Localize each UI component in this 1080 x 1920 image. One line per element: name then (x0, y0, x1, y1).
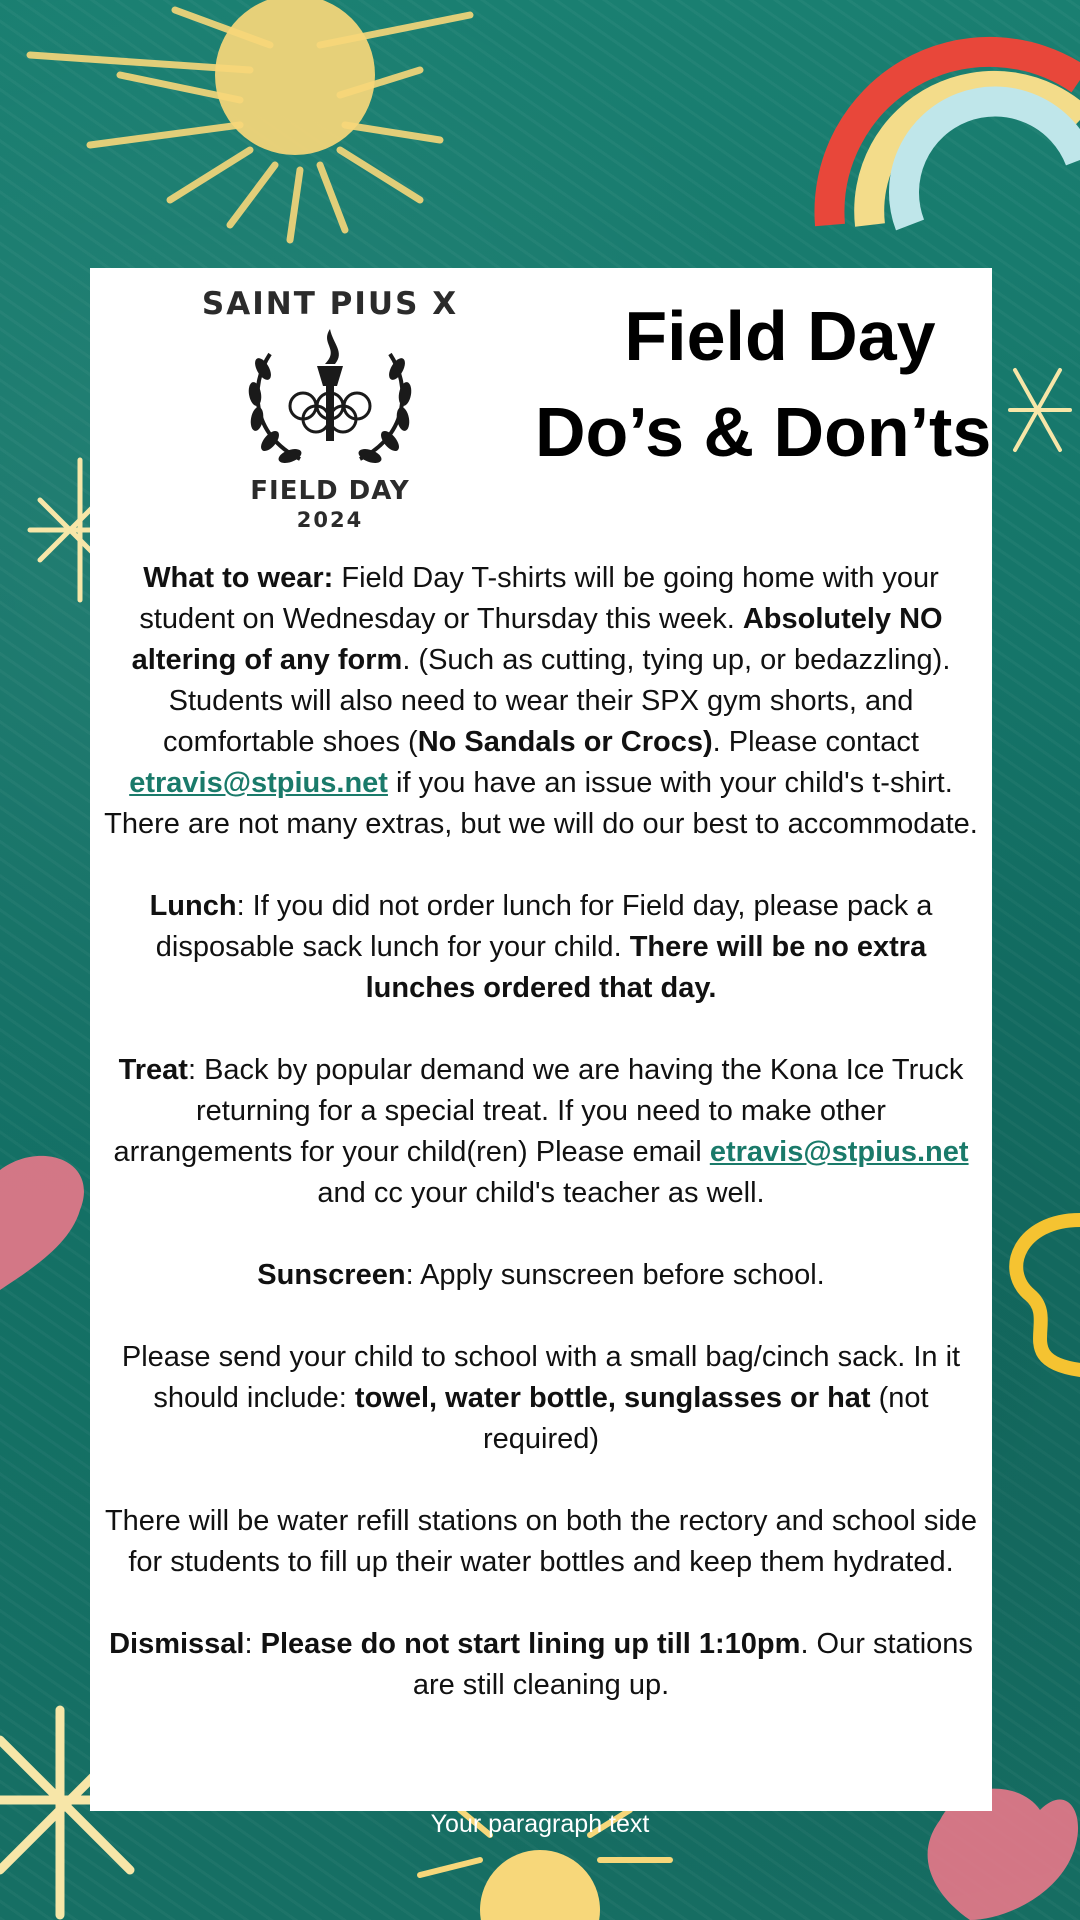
bag-text-2: (not required) (482, 1382, 929, 1455)
section-bag (104, 1337, 978, 1460)
bag-text-1: Please send your child to school with a small bag/cinch sack. In it should include: (121, 1341, 961, 1414)
title-line-1: Field Day (624, 297, 936, 375)
wear-text-1: Field Day T-shirts will be going home with your student on Wednesday or Thursday this week. (139, 562, 939, 635)
swirl-right-drawing (990, 1200, 1080, 1390)
treat-label: Treat (118, 1054, 188, 1086)
logo-event-name: FIELD DAY (250, 476, 410, 506)
section-what-to-wear (104, 558, 978, 845)
treat-text-2: and cc your child's teacher as well. (317, 1177, 765, 1209)
section-treat (104, 1050, 978, 1214)
lunch-label: Lunch (149, 890, 237, 922)
section-dismissal (104, 1624, 978, 1706)
flyer-content (104, 558, 978, 1706)
lunch-bold-1: There will be no extra lunches ordered that day. (365, 931, 927, 1004)
field-day-logo (185, 286, 475, 532)
olympic-torch-laurel-icon (225, 324, 435, 474)
dismissal-label: Dismissal (109, 1628, 245, 1660)
bag-bold-1: towel, water bottle, sunglasses or hat (354, 1382, 871, 1414)
dismissal-text-2: . Our stations are still cleaning up. (412, 1628, 973, 1701)
section-sunscreen (104, 1255, 978, 1296)
sunscreen-label: Sunscreen (257, 1259, 406, 1291)
logo-year: 2024 (296, 508, 364, 532)
flyer-card (90, 268, 992, 1811)
wear-email-link[interactable]: etravis@stpius.net (129, 767, 388, 799)
rainbow-drawing (800, 20, 1080, 240)
logo-school-name: SAINT PIUS X (201, 286, 459, 322)
heart-left-drawing (0, 1150, 100, 1300)
wear-label: What to wear: (143, 562, 334, 594)
treat-email-link[interactable]: etravis@stpius.net (709, 1136, 969, 1168)
lunch-text-1: : If you did not order lunch for Field day, please pack a disposable sack lunch for your child. (155, 890, 933, 963)
wear-text-2: . (Such as cutting, tying up, or bedazzling). Students will also need to wear their SPX gym shorts, and comfortable shoes ( (163, 644, 951, 758)
dismissal-bold-1: Please do not start lining up till 1:10pm (260, 1628, 801, 1660)
wear-text-4: if you have an issue with your child's t-shirt. There are not many extras, but we will do our best to accommodate. (104, 767, 978, 840)
section-water (104, 1501, 978, 1583)
page-title (535, 288, 992, 480)
dismissal-text-1: : (244, 1628, 261, 1660)
sunscreen-text-1: : Apply sunscreen before school. (405, 1259, 825, 1291)
wear-bold-1: Absolutely NO altering of any form (131, 603, 943, 676)
footer-placeholder-text: Your paragraph text (430, 1810, 650, 1838)
title-line-2: Do’s & Don’ts (535, 393, 992, 471)
treat-text-1: : Back by popular demand we are having the Kona Ice Truck returning for a special treat. If you need to make other arrangements for your child(ren) Please email (113, 1054, 964, 1168)
star-left-drawing (20, 450, 100, 610)
star-right-drawing (990, 350, 1080, 470)
sun-top-drawing (0, 0, 520, 280)
section-lunch (104, 886, 978, 1009)
water-text-1: There will be water refill stations on both the rectory and school side for students to fill up their water bottles and keep them hydrated. (104, 1505, 978, 1578)
wear-bold-2: No Sandals or Crocs) (417, 726, 713, 758)
wear-text-3: . Please contact (712, 726, 919, 758)
